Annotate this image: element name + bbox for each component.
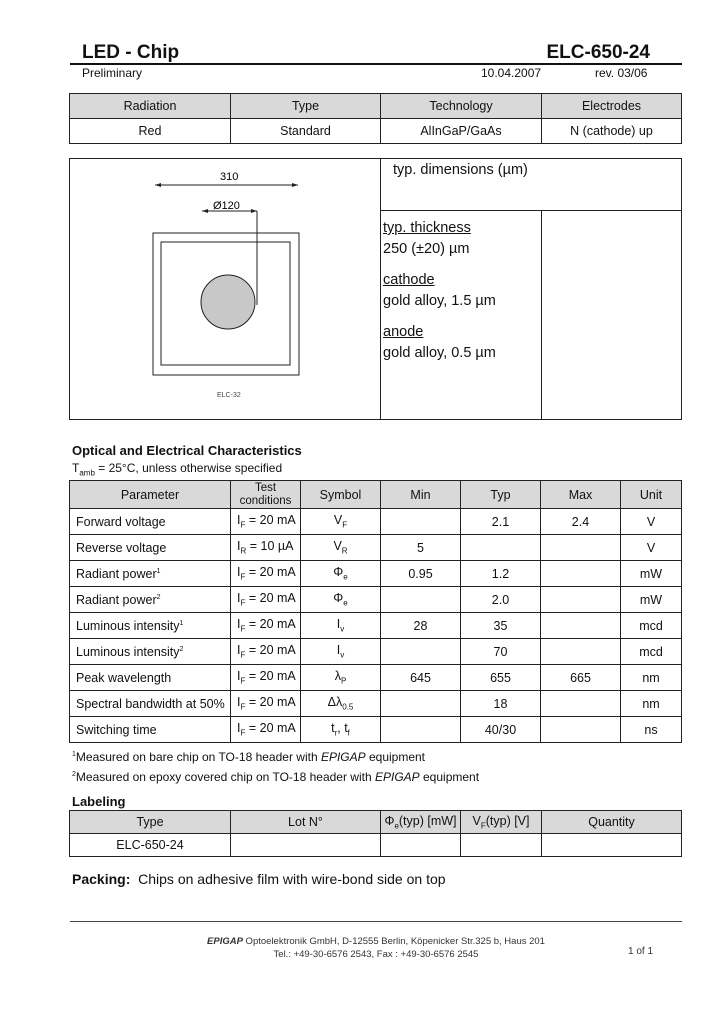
symbol-sub: 0.5 — [342, 702, 354, 712]
param-name: Forward voltage — [76, 514, 166, 529]
cond-value: = 20 mA — [245, 513, 296, 528]
summary-header-cell: Radiation — [70, 94, 231, 119]
cond-sub: F — [240, 650, 246, 660]
footnote-brand: EPIGAP — [320, 750, 366, 764]
bond-pad — [201, 275, 255, 329]
symbol-main: Δλ — [327, 695, 343, 710]
symbol-sub: f — [347, 728, 350, 738]
vf-symbol: V — [472, 813, 481, 828]
symbol-main: V — [333, 513, 343, 528]
footnote-number: 1 — [72, 751, 76, 758]
dimension-arrow — [202, 209, 208, 213]
labeling-col-type: Type — [70, 811, 231, 834]
drawing-divider — [380, 158, 381, 420]
cathode-label: cathode — [383, 272, 435, 288]
properties-col-divider — [541, 210, 542, 419]
thickness-value: 250 (±20) µm — [383, 241, 470, 257]
dim-diameter-label: Ø120 — [213, 200, 240, 212]
footnote-text: equipment — [365, 750, 426, 764]
min-cell: 28 — [381, 613, 461, 639]
cond-symbol: I — [237, 643, 241, 658]
condition-cell — [231, 561, 301, 587]
summary-value-cell: AlInGaP/GaAs — [381, 119, 542, 144]
condition-cell — [231, 509, 301, 535]
optical-heading: Optical and Electrical Characteristics — [72, 443, 302, 458]
phi-rest: (typ) [mW] — [398, 813, 457, 828]
dim-width-label: 310 — [220, 171, 239, 183]
labeling-table — [69, 810, 682, 857]
min-cell — [381, 509, 461, 535]
summary-value-cell: Red — [70, 119, 231, 144]
summary-value-cell: N (cathode) up — [542, 119, 682, 144]
symbol-main: I — [336, 617, 341, 632]
cond-symbol: I — [237, 513, 241, 528]
typ-cell — [461, 535, 541, 561]
param-cell — [70, 665, 231, 691]
max-cell — [541, 717, 621, 743]
footer-line1 — [70, 935, 682, 948]
cond-value: = 20 mA — [245, 695, 296, 710]
condition-cell — [231, 587, 301, 613]
footnotes — [72, 746, 479, 786]
max-cell — [541, 613, 621, 639]
doc-revision: rev. 03/06 — [595, 66, 648, 80]
cond-sub: R — [240, 546, 247, 556]
symbol-main: λ — [334, 669, 341, 684]
ambient-sub: amb — [79, 468, 95, 478]
typ-cell: 18 — [461, 691, 541, 717]
cond-symbol: I — [237, 565, 241, 580]
cond-symbol: I — [237, 669, 241, 684]
min-cell — [381, 717, 461, 743]
footer-address — [70, 935, 682, 961]
condition-cell — [231, 691, 301, 717]
symbol-cell — [301, 691, 381, 717]
param-cell — [70, 509, 231, 535]
labeling-cell — [381, 834, 461, 857]
table-row — [70, 665, 682, 691]
condition-cell — [231, 535, 301, 561]
table-row — [70, 639, 682, 665]
condition-cell — [231, 613, 301, 639]
labeling-heading: Labeling — [72, 794, 126, 809]
condition-cell — [231, 717, 301, 743]
footer-line2: Tel.: +49-30-6576 2543, Fax : +49-30-6576 2545 — [273, 949, 479, 960]
cond-sub: F — [240, 598, 246, 608]
cond-value: = 20 mA — [245, 565, 296, 580]
typ-cell: 70 — [461, 639, 541, 665]
labeling-col-lot: Lot N° — [231, 811, 381, 834]
symbol-sub: P — [340, 676, 347, 686]
param-footnote-ref: 2 — [156, 593, 161, 601]
labeling-col-qty: Quantity — [542, 811, 682, 834]
typ-cell: 1.2 — [461, 561, 541, 587]
cond-symbol: I — [237, 591, 241, 606]
max-cell: 2.4 — [541, 509, 621, 535]
min-cell: 5 — [381, 535, 461, 561]
typ-cell: 40/30 — [461, 717, 541, 743]
unit-cell: mcd — [621, 639, 682, 665]
part-number: ELC-650-24 — [546, 42, 650, 63]
symbol-cell — [301, 587, 381, 613]
unit-cell: ns — [621, 717, 682, 743]
table-row — [70, 587, 682, 613]
table-row — [70, 535, 682, 561]
summary-value-cell: Standard — [231, 119, 381, 144]
summary-header-cell: Electrodes — [542, 94, 682, 119]
symbol-sub: F — [342, 520, 348, 530]
characteristics-table — [69, 480, 682, 743]
summary-header-cell: Technology — [381, 94, 542, 119]
param-cell — [70, 639, 231, 665]
param-name: Radiant power — [76, 566, 157, 581]
footer-brand: EPIGAP — [207, 936, 243, 947]
cond-value: = 20 mA — [245, 721, 296, 736]
max-cell — [541, 691, 621, 717]
header-rule — [70, 63, 682, 65]
summary-header-cell: Type — [231, 94, 381, 119]
anode-value: gold alloy, 0.5 µm — [383, 345, 496, 361]
param-cell — [70, 587, 231, 613]
ambient-text: = 25°C, unless otherwise specified — [94, 461, 283, 475]
cond-symbol: I — [237, 695, 241, 710]
footer-rule — [70, 921, 682, 922]
unit-cell: nm — [621, 665, 682, 691]
table-row — [70, 509, 682, 535]
symbol-sub: e — [343, 572, 348, 582]
condition-cell — [231, 665, 301, 691]
unit-cell: V — [621, 535, 682, 561]
cond-symbol: I — [237, 721, 241, 736]
cond-value: = 20 mA — [245, 617, 296, 632]
footnote-brand: EPIGAP — [374, 770, 420, 784]
max-cell — [541, 561, 621, 587]
unit-cell: mW — [621, 587, 682, 613]
symbol-main: t — [331, 721, 335, 736]
cond-sub: F — [240, 702, 246, 712]
symbol-cell — [301, 717, 381, 743]
min-cell — [381, 587, 461, 613]
dimension-arrow — [251, 209, 257, 213]
column-header: Typ — [461, 481, 541, 509]
condition-cell — [231, 639, 301, 665]
unit-cell: V — [621, 509, 682, 535]
symbol-main: Φ — [333, 591, 344, 606]
cond-value: = 20 mA — [245, 643, 296, 658]
phi-symbol: Φ — [384, 813, 395, 828]
param-footnote-ref: 1 — [156, 567, 161, 575]
cathode-value: gold alloy, 1.5 µm — [383, 293, 496, 309]
column-header: Max — [541, 481, 621, 509]
packing-text: Chips on adhesive film with wire-bond side on top — [138, 871, 446, 887]
param-name: Reverse voltage — [76, 540, 167, 555]
param-name: Peak wavelength — [76, 670, 172, 685]
labeling-cell — [542, 834, 682, 857]
param-cell — [70, 717, 231, 743]
footnote-text: Measured on epoxy covered chip on TO-18 header with — [75, 770, 375, 784]
cond-sub: F — [240, 624, 246, 634]
min-cell: 0.95 — [381, 561, 461, 587]
symbol-cell — [301, 509, 381, 535]
doc-title: LED - Chip — [82, 42, 180, 63]
cond-value: = 10 µA — [246, 539, 294, 554]
dimension-arrow — [155, 183, 161, 187]
column-header: Unit — [621, 481, 682, 509]
table-row — [70, 717, 682, 743]
properties-divider — [380, 210, 681, 211]
symbol-cell — [301, 639, 381, 665]
packing-info — [72, 871, 446, 887]
cond-value: = 20 mA — [245, 591, 296, 606]
thickness-label: typ. thickness — [383, 220, 471, 236]
param-name: Luminous intensity — [76, 618, 180, 633]
footnote-text: Measured on bare chip on TO-18 header with — [75, 750, 321, 764]
status-label: Preliminary — [82, 66, 143, 80]
footnote-number: 2 — [72, 771, 76, 778]
vf-sub: F — [480, 821, 486, 831]
symbol-cell — [301, 561, 381, 587]
dimension-arrow — [292, 183, 298, 187]
symbol-main: I — [336, 643, 341, 658]
max-cell: 665 — [541, 665, 621, 691]
table-row — [70, 561, 682, 587]
labeling-col-phi — [381, 811, 461, 834]
typ-cell: 35 — [461, 613, 541, 639]
param-name: Spectral bandwidth at 50% — [76, 696, 225, 711]
table-row — [70, 691, 682, 717]
param-cell — [70, 691, 231, 717]
vf-rest: (typ) [V] — [485, 813, 530, 828]
typ-cell: 655 — [461, 665, 541, 691]
param-cell — [70, 561, 231, 587]
param-cell — [70, 613, 231, 639]
footnote — [72, 746, 479, 766]
cond-sub: F — [240, 572, 246, 582]
column-header: Min — [381, 481, 461, 509]
column-header: Parameter — [70, 481, 231, 509]
param-name: Luminous intensity — [76, 644, 180, 659]
max-cell — [541, 535, 621, 561]
drawing-id: ELC-32 — [217, 392, 241, 399]
chip-drawing — [140, 165, 320, 405]
symbol-main: Φ — [333, 565, 344, 580]
cond-symbol: I — [237, 617, 241, 632]
ambient-conditions — [72, 461, 282, 477]
param-cell — [70, 535, 231, 561]
symbol-sub: r — [334, 728, 338, 738]
table-row — [70, 613, 682, 639]
labeling-col-vf — [461, 811, 542, 834]
symbol-main: V — [333, 539, 342, 554]
footnote — [72, 766, 479, 786]
param-footnote-ref: 1 — [179, 619, 184, 627]
unit-cell: mW — [621, 561, 682, 587]
param-name: Radiant power — [76, 592, 157, 607]
max-cell — [541, 639, 621, 665]
symbol-cell — [301, 535, 381, 561]
doc-date: 10.04.2007 — [481, 66, 542, 80]
column-header: Symbol — [301, 481, 381, 509]
footer-address-text: Optoelektronik GmbH, D-12555 Berlin, Köpenicker Str.325 b, Haus 201 — [242, 936, 545, 947]
cond-sub: F — [240, 676, 246, 686]
packing-label: Packing: — [72, 871, 131, 887]
min-cell — [381, 691, 461, 717]
cond-value: = 20 mA — [245, 669, 296, 684]
labeling-cell — [231, 834, 381, 857]
unit-cell: mcd — [621, 613, 682, 639]
footnote-text: equipment — [419, 770, 480, 784]
param-footnote-ref: 2 — [179, 645, 184, 653]
properties-list — [383, 218, 496, 364]
symbol-sub: R — [341, 546, 348, 556]
max-cell — [541, 587, 621, 613]
symbol-cell — [301, 613, 381, 639]
symbol-cell — [301, 665, 381, 691]
labeling-cell — [461, 834, 542, 857]
symbol-main: , t — [337, 721, 348, 736]
symbol-sub: e — [343, 598, 348, 608]
cond-symbol: I — [237, 539, 241, 554]
cond-sub: F — [240, 520, 246, 530]
dimensions-heading: typ. dimensions (µm) — [393, 162, 528, 178]
phi-sub: e — [394, 821, 399, 831]
min-cell — [381, 639, 461, 665]
symbol-sub: v — [340, 624, 345, 634]
anode-label: anode — [383, 324, 424, 340]
symbol-sub: v — [340, 650, 345, 660]
summary-table — [69, 93, 682, 144]
cond-sub: F — [240, 728, 246, 738]
column-header: Test conditions — [231, 481, 301, 509]
param-name: Switching time — [76, 722, 157, 737]
typ-cell: 2.0 — [461, 587, 541, 613]
unit-cell: nm — [621, 691, 682, 717]
page-number: 1 of 1 — [628, 946, 654, 957]
labeling-cell: ELC-650-24 — [70, 834, 231, 857]
min-cell: 645 — [381, 665, 461, 691]
typ-cell: 2.1 — [461, 509, 541, 535]
ambient-T: T — [72, 461, 80, 475]
